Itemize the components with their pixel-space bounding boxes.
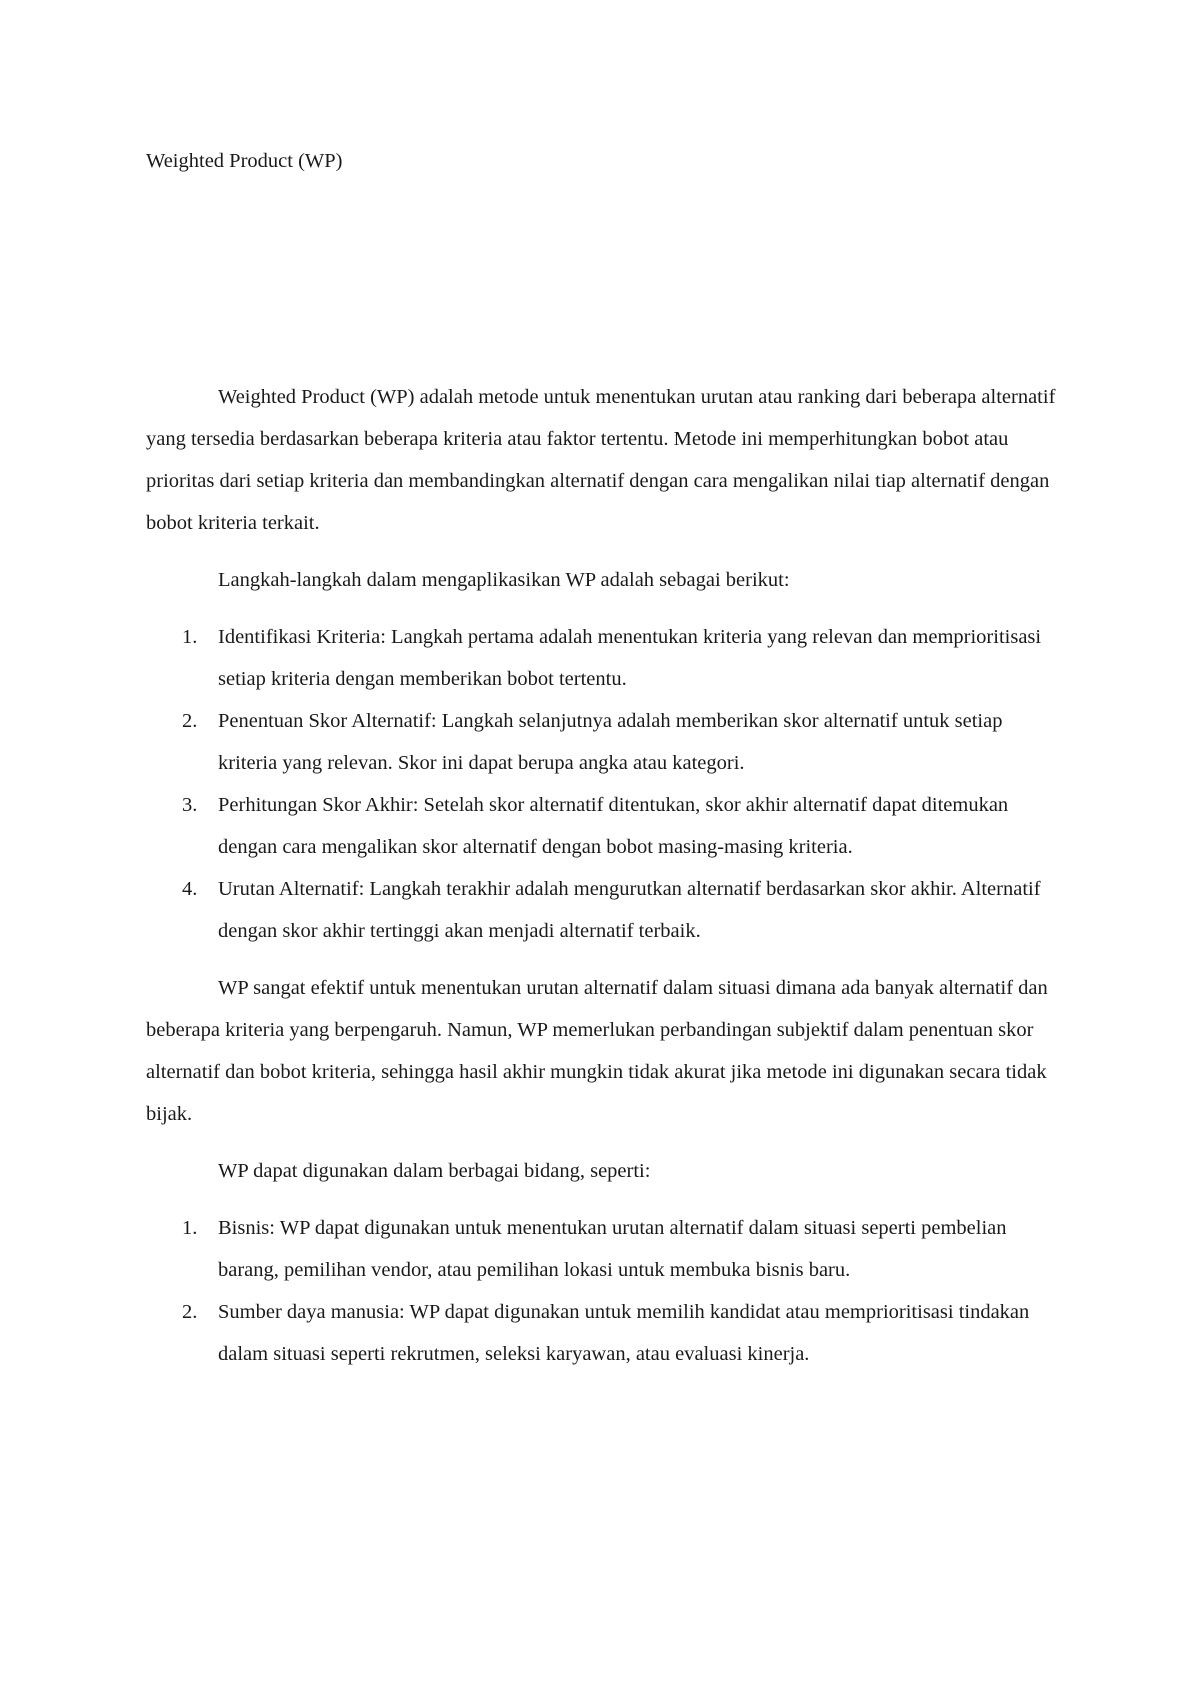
list-item-number: 2.	[182, 710, 198, 732]
list-item	[146, 784, 1056, 868]
steps-list	[146, 616, 1056, 952]
fields-list	[146, 1207, 1056, 1375]
list-item-number: 1.	[182, 626, 198, 648]
intro-paragraph: Weighted Product (WP) adalah metode untuk menentukan urutan atau ranking dari beberapa alternatif yang tersedia berdasarkan beberapa kriteria atau faktor tertentu. Metode ini memperhitungkan bobot atau prioritas dari setiap kriteria dan membandingkan alternatif dengan cara mengalikan nilai tiap alternatif dengan bobot kriteria terkait.	[146, 386, 1056, 534]
list-item	[146, 616, 1056, 700]
list-item-number: 1.	[182, 1217, 198, 1239]
list-item-text: Perhitungan Skor Akhir: Setelah skor alternatif ditentukan, skor akhir alternatif dapat ditemukan dengan cara mengalikan skor alternatif dengan bobot masing-masing kriteria.	[218, 794, 1009, 858]
list-item	[146, 1207, 1056, 1291]
list-item-text: Urutan Alternatif: Langkah terakhir adalah mengurutkan alternatif berdasarkan skor akhir. Alternatif dengan skor akhir tertinggi akan menjadi alternatif terbaik.	[218, 878, 1041, 942]
list-item-text: Penentuan Skor Alternatif: Langkah selanjutnya adalah memberikan skor alternatif untuk setiap kriteria yang relevan. Skor ini dapat berupa angka atau kategori.	[218, 710, 1003, 774]
list-item-number: 3.	[182, 794, 198, 816]
list-item-text: Identifikasi Kriteria: Langkah pertama adalah menentukan kriteria yang relevan dan memprioritisasi setiap kriteria dengan memberikan bobot tertentu.	[218, 626, 1042, 690]
list-item-text: Bisnis: WP dapat digunakan untuk menentukan urutan alternatif dalam situasi seperti pembelian barang, pemilihan vendor, atau pemilihan lokasi untuk membuka bisnis baru.	[218, 1217, 1007, 1281]
list-item-number: 2.	[182, 1301, 198, 1323]
list-item	[146, 868, 1056, 952]
steps-intro-paragraph: Langkah-langkah dalam mengaplikasikan WP adalah sebagai berikut:	[218, 569, 790, 591]
effectiveness-paragraph: WP sangat efektif untuk menentukan urutan alternatif dalam situasi dimana ada banyak alternatif dan beberapa kriteria yang berpengaruh. Namun, WP memerlukan perbandingan subjektif dalam penentuan skor alternatif dan bobot kriteria, sehingga hasil akhir mungkin tidak akurat jika metode ini digunakan secara tidak bijak.	[146, 977, 1048, 1125]
list-item-text: Sumber daya manusia: WP dapat digunakan untuk memilih kandidat atau memprioritisasi tindakan dalam situasi seperti rekrutmen, seleksi karyawan, atau evaluasi kinerja.	[218, 1301, 1030, 1365]
fields-intro-paragraph: WP dapat digunakan dalam berbagai bidang, seperti:	[218, 1160, 651, 1182]
list-item-number: 4.	[182, 878, 198, 900]
list-item	[146, 1291, 1056, 1375]
document-body	[146, 376, 1056, 1375]
list-item	[146, 700, 1056, 784]
document-title: Weighted Product (WP)	[146, 150, 343, 172]
